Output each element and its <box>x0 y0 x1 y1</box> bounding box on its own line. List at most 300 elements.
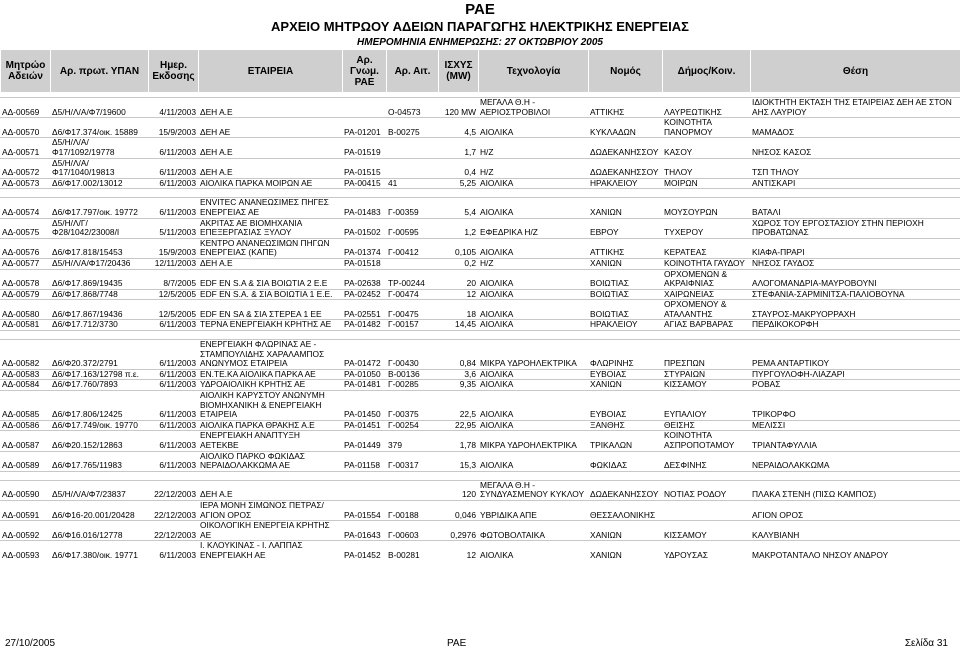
cell-power: 1,7 <box>438 138 478 158</box>
cell-tech: ΑΙΟΛΙΚΑ <box>478 118 588 138</box>
cell-pref: ΕΥΒΟΙΑΣ <box>588 391 662 421</box>
cell-reg: ΑΔ-00581 <box>0 320 50 331</box>
cell-reg: ΑΔ-00593 <box>0 541 50 561</box>
cell-power: 120 MW <box>438 98 478 118</box>
cell-tech: ΑΙΟΛΙΚΑ <box>478 541 588 561</box>
column-header-table <box>0 49 960 93</box>
cell-power: 9,35 <box>438 380 478 391</box>
cell-site: ΠΥΡΓΟΥΛΟΦΗ-ΛΙΑΖΑΡΙ <box>750 369 960 380</box>
table-row <box>0 98 960 118</box>
cell-power: 5,25 <box>438 178 478 189</box>
cell-muni: ΥΔΡΟΥΣΑΣ <box>662 541 750 561</box>
cell-date: 5/11/2003 <box>148 218 198 238</box>
cell-pref: ΧΑΝΙΩΝ <box>588 258 662 269</box>
cell-company: ΑΙΟΛΙΚΑ ΠΑΡΚΑ ΘΡΑΚΗΣ Α.Ε <box>198 420 342 431</box>
cell-company: Ι. ΚΛΟΥΚΙΝΑΣ - Ι. ΛΑΠΠΑΣ ΕΝΕΡΓΕΙΑΚΗ ΑΕ <box>198 541 342 561</box>
table-row <box>0 289 960 300</box>
cell-prot: Δ6/Φ17.818/15453 <box>50 238 148 258</box>
table-row <box>0 138 960 158</box>
cell-tech: ΑΙΟΛΙΚΑ <box>478 369 588 380</box>
cell-site: ΣΤΑΥΡΟΣ-ΜΑΚΡΥΟΡΡΑΧΗ <box>750 300 960 320</box>
cell-app: Γ-00412 <box>386 238 438 258</box>
cell-opinion: ΡΑ-01201 <box>342 118 386 138</box>
cell-muni: ΧΑΙΡΩΝΕΙΑΣ <box>662 289 750 300</box>
cell-muni: ΔΕΣΦΙΝΗΣ <box>662 451 750 471</box>
table-row <box>0 391 960 421</box>
column-header-power: ΙΣΧΥΣ (MW) <box>439 50 479 93</box>
cell-muni: ΚΟΙΝΟΤΗΤΑ ΠΑΝΟΡΜΟΥ <box>662 118 750 138</box>
cell-reg: ΑΔ-00574 <box>0 198 50 218</box>
cell-reg: ΑΔ-00575 <box>0 218 50 238</box>
table-row <box>0 238 960 258</box>
cell-muni: ΚΟΙΝΟΤΗΤΑ ΓΑΥΔΟΥ <box>662 258 750 269</box>
cell-power: 120 <box>438 480 478 500</box>
cell-reg: ΑΔ-00573 <box>0 178 50 189</box>
cell-pref: ΤΡΙΚΑΛΩΝ <box>588 431 662 451</box>
cell-muni: ΣΤΥΡΑΙΩΝ <box>662 369 750 380</box>
cell-pref: ΧΑΝΙΩΝ <box>588 521 662 541</box>
cell-app: Γ-00359 <box>386 198 438 218</box>
cell-tech: ΜΙΚΡΑ ΥΔΡΟΗΛΕΚΤΡΙΚΑ <box>478 431 588 451</box>
cell-prot: Δ5/Η/Λ/Α/Φ7/19600 <box>50 98 148 118</box>
column-header-issue-date: Ημερ. Εκδοσης <box>149 50 199 93</box>
cell-tech: ΑΙΟΛΙΚΑ <box>478 198 588 218</box>
footer-page-number: Σελίδα 31 <box>904 638 948 649</box>
cell-power: 5,4 <box>438 198 478 218</box>
cell-app: Γ-00475 <box>386 300 438 320</box>
cell-power: 22,5 <box>438 391 478 421</box>
cell-date: 6/11/2003 <box>148 369 198 380</box>
cell-prot: Δ6/Φ17.867/19436 <box>50 300 148 320</box>
cell-company: ΚΕΝΤΡΟ ΑΝΑΝΕΩΣΙΜΩΝ ΠΗΓΩΝ ΕΝΕΡΓΕΙΑΣ (ΚΑΠΕ) <box>198 238 342 258</box>
update-date: ΗΜΕΡΟΜΗΝΙΑ ΕΝΗΜΕΡΩΣΗΣ: 27 ΟΚΤΩΒΡΙΟΥ 2005 <box>357 37 603 48</box>
cell-date: 6/11/2003 <box>148 541 198 561</box>
cell-tech: ΑΙΟΛΙΚΑ <box>478 300 588 320</box>
cell-prot: Δ6/Φ17.760/7893 <box>50 380 148 391</box>
cell-power: 15,3 <box>438 451 478 471</box>
cell-app: Β-00136 <box>386 369 438 380</box>
cell-prot: Δ6/Φ17.765/11983 <box>50 451 148 471</box>
cell-opinion <box>342 480 386 500</box>
cell-prot: Δ6/Φ17.163/12798 π.ε. <box>50 369 148 380</box>
cell-site: ΤΡΙΚΟΡΦΟ <box>750 391 960 421</box>
cell-site: ΑΓΙΟΝ ΟΡΟΣ <box>750 500 960 520</box>
cell-app: Γ-00603 <box>386 521 438 541</box>
cell-date: 6/11/2003 <box>148 138 198 158</box>
cell-opinion: ΡΑ-01643 <box>342 521 386 541</box>
cell-app: Γ-00375 <box>386 391 438 421</box>
cell-tech: ΜΕΓΑΛΑ Θ.Η - ΑΕΡΙΟΣΤΡΟΒΙΛΟΙ <box>478 98 588 118</box>
cell-opinion <box>342 98 386 118</box>
table-row <box>0 541 960 561</box>
cell-muni: ΠΡΕΣΠΩΝ <box>662 340 750 370</box>
cell-prot: Δ5/Η/Λ/Α/Φ7/23837 <box>50 480 148 500</box>
cell-reg: ΑΔ-00578 <box>0 269 50 289</box>
cell-prot: Δ6/Φ17.712/3730 <box>50 320 148 331</box>
cell-site: ΤΡΙΑΝΤΑΦΥΛΛΙΑ <box>750 431 960 451</box>
cell-company: ΔΕΗ Α.Ε <box>198 480 342 500</box>
document-subtitle: ΑΡΧΕΙΟ ΜΗΤΡΩΟΥ ΑΔΕΙΩΝ ΠΑΡΑΓΩΓΗΣ ΗΛΕΚΤΡΙΚΗΣ ΕΝΕΡΓΕΙΑΣ <box>271 19 689 34</box>
cell-company: ΙΕΡΑ ΜΟΝΗ ΣΙΜΩΝΟΣ ΠΕΤΡΑΣ/ΑΓΙΟΝ ΟΡΟΣ <box>198 500 342 520</box>
cell-pref: ΧΑΝΙΩΝ <box>588 380 662 391</box>
cell-tech: ΑΙΟΛΙΚΑ <box>478 289 588 300</box>
cell-reg: ΑΔ-00587 <box>0 431 50 451</box>
cell-muni: ΤΗΛΟΥ <box>662 158 750 178</box>
cell-tech: ΦΩΤΟΒΟΛΤΑΙΚΑ <box>478 521 588 541</box>
spacer-cell <box>0 471 960 480</box>
cell-pref: ΦΛΩΡΙΝΗΣ <box>588 340 662 370</box>
cell-app: Γ-00317 <box>386 451 438 471</box>
cell-power: 1,78 <box>438 431 478 451</box>
cell-date: 22/12/2003 <box>148 500 198 520</box>
cell-prot: Δ6/Φ20.372/2791 <box>50 340 148 370</box>
cell-tech: ΑΙΟΛΙΚΑ <box>478 391 588 421</box>
cell-power: 0,105 <box>438 238 478 258</box>
cell-muni: ΤΥΧΕΡΟΥ <box>662 218 750 238</box>
cell-reg: ΑΔ-00592 <box>0 521 50 541</box>
cell-pref: ΦΩΚΙΔΑΣ <box>588 451 662 471</box>
cell-tech: ΑΙΟΛΙΚΑ <box>478 238 588 258</box>
cell-tech: ΜΙΚΡΑ ΥΔΡΟΗΛΕΚΤΡΙΚΑ <box>478 340 588 370</box>
table-row <box>0 269 960 289</box>
table-row <box>0 500 960 520</box>
table-row <box>0 521 960 541</box>
cell-tech: ΑΙΟΛΙΚΑ <box>478 380 588 391</box>
cell-date: 15/9/2003 <box>148 238 198 258</box>
cell-date: 12/11/2003 <box>148 258 198 269</box>
column-header-company: ΕΤΑΙΡΕΙΑ <box>199 50 343 93</box>
cell-site: ΡΕΜΑ ΑΝΤΑΡΤΙΚΟΥ <box>750 340 960 370</box>
cell-date: 12/5/2005 <box>148 300 198 320</box>
cell-app <box>386 480 438 500</box>
column-header-technology: Τεχνολογία <box>479 50 589 93</box>
table-row <box>0 118 960 138</box>
cell-prot: Δ6/Φ16.016/12778 <box>50 521 148 541</box>
cell-power: 14,45 <box>438 320 478 331</box>
cell-muni: ΚΑΣΟΥ <box>662 138 750 158</box>
cell-pref: ΔΩΔΕΚΑΝΗΣΣΟΥ <box>588 138 662 158</box>
cell-app: Β-00281 <box>386 541 438 561</box>
cell-opinion: ΡΑ-02638 <box>342 269 386 289</box>
cell-site: ΑΝΤΙΣΚΑΡΙ <box>750 178 960 189</box>
cell-company: ΕΝ.ΤΕ.ΚΑ ΑΙΟΛΙΚΑ ΠΑΡΚΑ ΑΕ <box>198 369 342 380</box>
cell-company: ΔΕΗ Α.Ε <box>198 258 342 269</box>
cell-reg: ΑΔ-00580 <box>0 300 50 320</box>
cell-reg: ΑΔ-00585 <box>0 391 50 421</box>
cell-app: Γ-00285 <box>386 380 438 391</box>
cell-pref: ΒΟΙΩΤΙΑΣ <box>588 289 662 300</box>
cell-company: ΕΝΕΡΓΕΙΑΚΗ ΦΛΩΡΙΝΑΣ ΑΕ - ΣΤΑΜΠΟΥΛΙΔΗΣ ΧΑΡΑΛΑΜΠΟΣ ΑΝΩΝΥΜΟΣ ΕΤΑΙΡΕΙΑ <box>198 340 342 370</box>
cell-prot: Δ6/Φ17.002/13012 <box>50 178 148 189</box>
table-row <box>0 178 960 189</box>
cell-opinion: ΡΑ-01481 <box>342 380 386 391</box>
cell-company: ΥΔΡΟΑΙΟΛΙΚΗ ΚΡΗΤΗΣ ΑΕ <box>198 380 342 391</box>
cell-tech: Η/Ζ <box>478 138 588 158</box>
column-header-row <box>1 50 960 93</box>
column-header-municipality: Δήμος/Κοιν. <box>663 50 751 93</box>
cell-opinion: ΡΑ-02452 <box>342 289 386 300</box>
cell-reg: ΑΔ-00591 <box>0 500 50 520</box>
cell-muni: ΘΕΙΣΗΣ <box>662 420 750 431</box>
cell-pref: ΕΥΒΟΙΑΣ <box>588 369 662 380</box>
cell-power: 0,84 <box>438 340 478 370</box>
cell-prot: Δ6/Φ17.868/7748 <box>50 289 148 300</box>
cell-pref: ΑΤΤΙΚΗΣ <box>588 238 662 258</box>
cell-power: 4,5 <box>438 118 478 138</box>
table-row <box>0 369 960 380</box>
cell-opinion: ΡΑ-01472 <box>342 340 386 370</box>
cell-date: 15/9/2003 <box>148 118 198 138</box>
cell-prot: Δ6/Φ17.806/12425 <box>50 391 148 421</box>
cell-opinion: ΡΑ-01554 <box>342 500 386 520</box>
cell-site: ΤΣΠ ΤΗΛΟΥ <box>750 158 960 178</box>
cell-site: ΣΤΕΦΑΝΙΑ-ΣΑΡΜΙΝΙΤΣΑ-ΠΑΛΙΟΒΟΥΝΑ <box>750 289 960 300</box>
cell-pref: ΗΡΑΚΛΕΙΟΥ <box>588 320 662 331</box>
spacer-cell <box>0 331 960 340</box>
cell-opinion: ΡΑ-01451 <box>342 420 386 431</box>
cell-date: 8/7/2005 <box>148 269 198 289</box>
cell-site: ΜΑΚΡΟΤΑΝΤΑΛΟ ΝΗΣΟΥ ΑΝΔΡΟΥ <box>750 541 960 561</box>
cell-muni: ΜΟΥΣΟΥΡΩΝ <box>662 198 750 218</box>
cell-app: Γ-00474 <box>386 289 438 300</box>
cell-tech: Η/Ζ <box>478 258 588 269</box>
cell-site: ΜΑΜΑΔΟΣ <box>750 118 960 138</box>
spacer-row <box>0 189 960 198</box>
cell-muni: ΝΟΤΙΑΣ ΡΟΔΟΥ <box>662 480 750 500</box>
cell-app: Γ-00430 <box>386 340 438 370</box>
license-table <box>0 97 960 561</box>
document-title: ΡΑΕ <box>465 1 495 18</box>
cell-company: ΔΕΗ Α.Ε <box>198 138 342 158</box>
page-footer <box>0 637 960 651</box>
cell-prot: Δ6/Φ17.869/19435 <box>50 269 148 289</box>
cell-company: ΑΙΟΛΙΚΗ ΚΑΡΥΣΤΟΥ ΑΝΩΝΥΜΗ ΒΙΟΜΗΧΑΝΙΚΗ & ΕΝΕΡΓΕΙΑΚΗ ΕΤΑΙΡΕΙΑ <box>198 391 342 421</box>
cell-opinion: ΡΑ-01483 <box>342 198 386 218</box>
cell-muni: ΟΡΧΟΜΕΝΟΥ & ΑΤΑΛΑΝΤΗΣ <box>662 300 750 320</box>
cell-muni <box>662 500 750 520</box>
cell-opinion: ΡΑ-01374 <box>342 238 386 258</box>
cell-pref: ΧΑΝΙΩΝ <box>588 198 662 218</box>
cell-reg: ΑΔ-00572 <box>0 158 50 178</box>
cell-prot: Δ6/Φ17.797/οικ. 19772 <box>50 198 148 218</box>
table-row <box>0 258 960 269</box>
cell-app <box>386 258 438 269</box>
cell-muni: ΕΥΠΑΛΙΟΥ <box>662 391 750 421</box>
cell-app <box>386 138 438 158</box>
cell-prot: Δ6/Φ17.374/οικ. 15889 <box>50 118 148 138</box>
cell-company: EDF EN S.A. & ΣΙΑ ΒΟΙΩΤΙΑ 1 Ε.Ε. <box>198 289 342 300</box>
cell-prot: Δ5/Η/Λ/Α/Φ17/1040/19813 <box>50 158 148 178</box>
cell-pref: ΗΡΑΚΛΕΙΟΥ <box>588 178 662 189</box>
table-row <box>0 380 960 391</box>
cell-company: ΑΙΟΛΙΚΟ ΠΑΡΚΟ ΦΩΚΙΔΑΣ ΝΕΡΑΙΔΟΛΑΚΚΩΜΑ ΑΕ <box>198 451 342 471</box>
footer-date: 27/10/2005 <box>5 638 56 649</box>
cell-app: 379 <box>386 431 438 451</box>
column-header-prefecture: Νομός <box>589 50 663 93</box>
table-row <box>0 431 960 451</box>
table-row <box>0 451 960 471</box>
cell-power: 0,046 <box>438 500 478 520</box>
table-row <box>0 340 960 370</box>
cell-opinion: ΡΑ-02551 <box>342 300 386 320</box>
cell-app: Γ-00188 <box>386 500 438 520</box>
cell-tech: ΑΙΟΛΙΚΑ <box>478 451 588 471</box>
spacer-row <box>0 471 960 480</box>
cell-company: ΔΕΗ Α.Ε <box>198 98 342 118</box>
cell-date: 6/11/2003 <box>148 380 198 391</box>
cell-company: ENVITEC ΑΝΑΝΕΩΣΙΜΕΣ ΠΗΓΕΣ ΕΝΕΡΓΕΙΑΣ ΑΕ <box>198 198 342 218</box>
cell-company: ΑΚΡΙΤΑΣ ΑΕ ΒΙΟΜΗΧΑΝΙΑ ΕΠΕΞΕΡΓΑΣΙΑΣ ΞΥΛΟΥ <box>198 218 342 238</box>
cell-site: ΚΙΑΦΑ-ΠΡΑΡΙ <box>750 238 960 258</box>
cell-power: 0,2976 <box>438 521 478 541</box>
cell-date: 22/12/2003 <box>148 480 198 500</box>
cell-prot: Δ5/Η/Λ/Α/Φ17/20436 <box>50 258 148 269</box>
cell-pref: ΘΕΣΣΑΛΟΝΙΚΗΣ <box>588 500 662 520</box>
cell-power: 12 <box>438 541 478 561</box>
cell-prot: Δ5/Η/Λ/Α/Φ17/1092/19778 <box>50 138 148 158</box>
cell-muni: ΜΟΙΡΩΝ <box>662 178 750 189</box>
cell-app: 41 <box>386 178 438 189</box>
cell-opinion: ΡΑ-01519 <box>342 138 386 158</box>
cell-pref: ΒΟΙΩΤΙΑΣ <box>588 300 662 320</box>
cell-company: ΑΙΟΛΙΚΑ ΠΑΡΚΑ ΜΟΙΡΩΝ ΑΕ <box>198 178 342 189</box>
column-header-opinion: Αρ. Γνωμ. ΡΑΕ <box>343 50 387 93</box>
cell-date: 6/11/2003 <box>148 340 198 370</box>
cell-muni: ΚΟΙΝΟΤΗΤΑ ΑΣΠΡΟΠΟΤΑΜΟΥ <box>662 431 750 451</box>
cell-date: 12/5/2005 <box>148 289 198 300</box>
cell-site: ΝΗΣΟΣ ΓΑΥΔΟΣ <box>750 258 960 269</box>
cell-app: Γ-00157 <box>386 320 438 331</box>
cell-tech: ΥΒΡΙΔΙΚΑ ΑΠΕ <box>478 500 588 520</box>
cell-prot: Δ6/Φ16-20.001/20428 <box>50 500 148 520</box>
cell-company: ΤΕΡΝΑ ΕΝΕΡΓΕΙΑΚΗ ΚΡΗΤΗΣ ΑΕ <box>198 320 342 331</box>
cell-site: ΑΛΟΓΟΜΑΝΔΡΙΑ-ΜΑΥΡΟΒΟΥΝΙ <box>750 269 960 289</box>
spacer-row <box>0 331 960 340</box>
cell-opinion: ΡΑ-01452 <box>342 541 386 561</box>
cell-pref: ΚΥΚΛΑΔΩΝ <box>588 118 662 138</box>
cell-power: 12 <box>438 289 478 300</box>
cell-power: 18 <box>438 300 478 320</box>
cell-power: 0,4 <box>438 158 478 178</box>
cell-date: 6/11/2003 <box>148 178 198 189</box>
cell-date: 6/11/2003 <box>148 391 198 421</box>
cell-pref: ΒΟΙΩΤΙΑΣ <box>588 269 662 289</box>
cell-app: Ο-04573 <box>386 98 438 118</box>
column-header-application: Αρ. Αιτ. <box>387 50 439 93</box>
cell-muni: ΑΓΙΑΣ ΒΑΡΒΑΡΑΣ <box>662 320 750 331</box>
license-table-body <box>0 98 960 561</box>
column-header-location: Θέση <box>751 50 960 93</box>
cell-company: EDF EN SA & ΣΙΑ ΣΤΕΡΕΑ 1 ΕΕ <box>198 300 342 320</box>
cell-reg: ΑΔ-00586 <box>0 420 50 431</box>
table-row <box>0 218 960 238</box>
column-header-registry: Μητρώο Αδειών <box>1 50 51 93</box>
cell-reg: ΑΔ-00590 <box>0 480 50 500</box>
cell-prot: Δ6/Φ20.152/12863 <box>50 431 148 451</box>
cell-power: 3,6 <box>438 369 478 380</box>
cell-opinion: ΡΑ-01158 <box>342 451 386 471</box>
cell-pref: ΔΩΔΕΚΑΝΗΣΣΟΥ <box>588 158 662 178</box>
cell-pref: ΑΤΤΙΚΗΣ <box>588 98 662 118</box>
cell-prot: Δ6/Φ17.380/οικ. 19771 <box>50 541 148 561</box>
cell-reg: ΑΔ-00577 <box>0 258 50 269</box>
cell-site: ΚΑΛΥΒΙΑΝΗ <box>750 521 960 541</box>
cell-power: 20 <box>438 269 478 289</box>
cell-tech: ΕΦΕΔΡΙΚΑ Η/Ζ <box>478 218 588 238</box>
cell-app: Γ-00595 <box>386 218 438 238</box>
column-header-protocol: Αρ. πρωτ. ΥΠΑΝ <box>51 50 149 93</box>
cell-site: ΝΕΡΑΙΔΟΛΑΚΚΩΜΑ <box>750 451 960 471</box>
cell-reg: ΑΔ-00579 <box>0 289 50 300</box>
table-row <box>0 320 960 331</box>
cell-site: ΡΟΒΑΣ <box>750 380 960 391</box>
cell-muni: ΛΑΥΡΕΩΤΙΚΗΣ <box>662 98 750 118</box>
cell-pref: ΧΑΝΙΩΝ <box>588 541 662 561</box>
cell-tech: ΜΕΓΑΛΑ Θ.Η - ΣΥΝΔΥΑΣΜΕΝΟΥ ΚΥΚΛΟΥ <box>478 480 588 500</box>
cell-muni: ΚΙΣΣΑΜΟΥ <box>662 521 750 541</box>
cell-pref: ΞΑΝΘΗΣ <box>588 420 662 431</box>
table-row <box>0 480 960 500</box>
cell-prot: Δ5/Η/Λ/Γ/Φ28/1042/23008/Ι <box>50 218 148 238</box>
cell-power: 1,2 <box>438 218 478 238</box>
cell-company: ΔΕΗ Α.Ε <box>198 158 342 178</box>
cell-site: ΧΩΡΟΣ ΤΟΥ ΕΡΓΟΣΤΑΣΙΟΥ ΣΤΗΝ ΠΕΡΙΟΧΗ ΠΡΟΒΑΤΩΝΑΣ <box>750 218 960 238</box>
cell-prot: Δ6/Φ17.749/οικ. 19770 <box>50 420 148 431</box>
cell-opinion: ΡΑ-01450 <box>342 391 386 421</box>
cell-date: 6/11/2003 <box>148 320 198 331</box>
cell-reg: ΑΔ-00584 <box>0 380 50 391</box>
cell-date: 4/11/2003 <box>148 98 198 118</box>
cell-tech: ΑΙΟΛΙΚΑ <box>478 420 588 431</box>
cell-tech: ΑΙΟΛΙΚΑ <box>478 320 588 331</box>
cell-pref: ΔΩΔΕΚΑΝΗΣΣΟΥ <box>588 480 662 500</box>
cell-date: 6/11/2003 <box>148 420 198 431</box>
cell-app: Β-00275 <box>386 118 438 138</box>
cell-date: 6/11/2003 <box>148 158 198 178</box>
cell-opinion: ΡΑ-01515 <box>342 158 386 178</box>
cell-app <box>386 158 438 178</box>
cell-app: ΤΡ-00244 <box>386 269 438 289</box>
cell-power: 0,2 <box>438 258 478 269</box>
cell-reg: ΑΔ-00576 <box>0 238 50 258</box>
cell-reg: ΑΔ-00589 <box>0 451 50 471</box>
cell-site: ΜΕΛΙΣΣΙ <box>750 420 960 431</box>
footer-title: ΡΑΕ <box>447 638 467 649</box>
cell-company: EDF EN S.A & ΣΙΑ ΒΟΙΩΤΙΑ 2 Ε.Ε <box>198 269 342 289</box>
cell-reg: ΑΔ-00570 <box>0 118 50 138</box>
cell-tech: ΑΙΟΛΙΚΑ <box>478 178 588 189</box>
cell-date: 6/11/2003 <box>148 431 198 451</box>
cell-opinion: ΡΑ-01449 <box>342 431 386 451</box>
cell-date: 6/11/2003 <box>148 451 198 471</box>
table-row <box>0 158 960 178</box>
cell-tech: ΑΙΟΛΙΚΑ <box>478 269 588 289</box>
cell-reg: ΑΔ-00583 <box>0 369 50 380</box>
cell-muni: ΚΕΡΑΤΕΑΣ <box>662 238 750 258</box>
table-row <box>0 198 960 218</box>
cell-date: 6/11/2003 <box>148 198 198 218</box>
cell-opinion: ΡΑ-01518 <box>342 258 386 269</box>
cell-company: ΕΝΕΡΓΕΙΑΚΗ ΑΝΑΠΤΥΞΗ ΑΕΤΕΚΒΕ <box>198 431 342 451</box>
cell-site: ΒΑΤΑΛΙ <box>750 198 960 218</box>
cell-company: ΔΕΗ ΑΕ <box>198 118 342 138</box>
spacer-cell <box>0 189 960 198</box>
table-row <box>0 420 960 431</box>
cell-opinion: ΡΑ-00415 <box>342 178 386 189</box>
cell-site: ΠΕΡΔΙΚΟΚΟΡΦΗ <box>750 320 960 331</box>
cell-site: ΝΗΣΟΣ ΚΑΣΟΣ <box>750 138 960 158</box>
cell-reg: ΑΔ-00571 <box>0 138 50 158</box>
